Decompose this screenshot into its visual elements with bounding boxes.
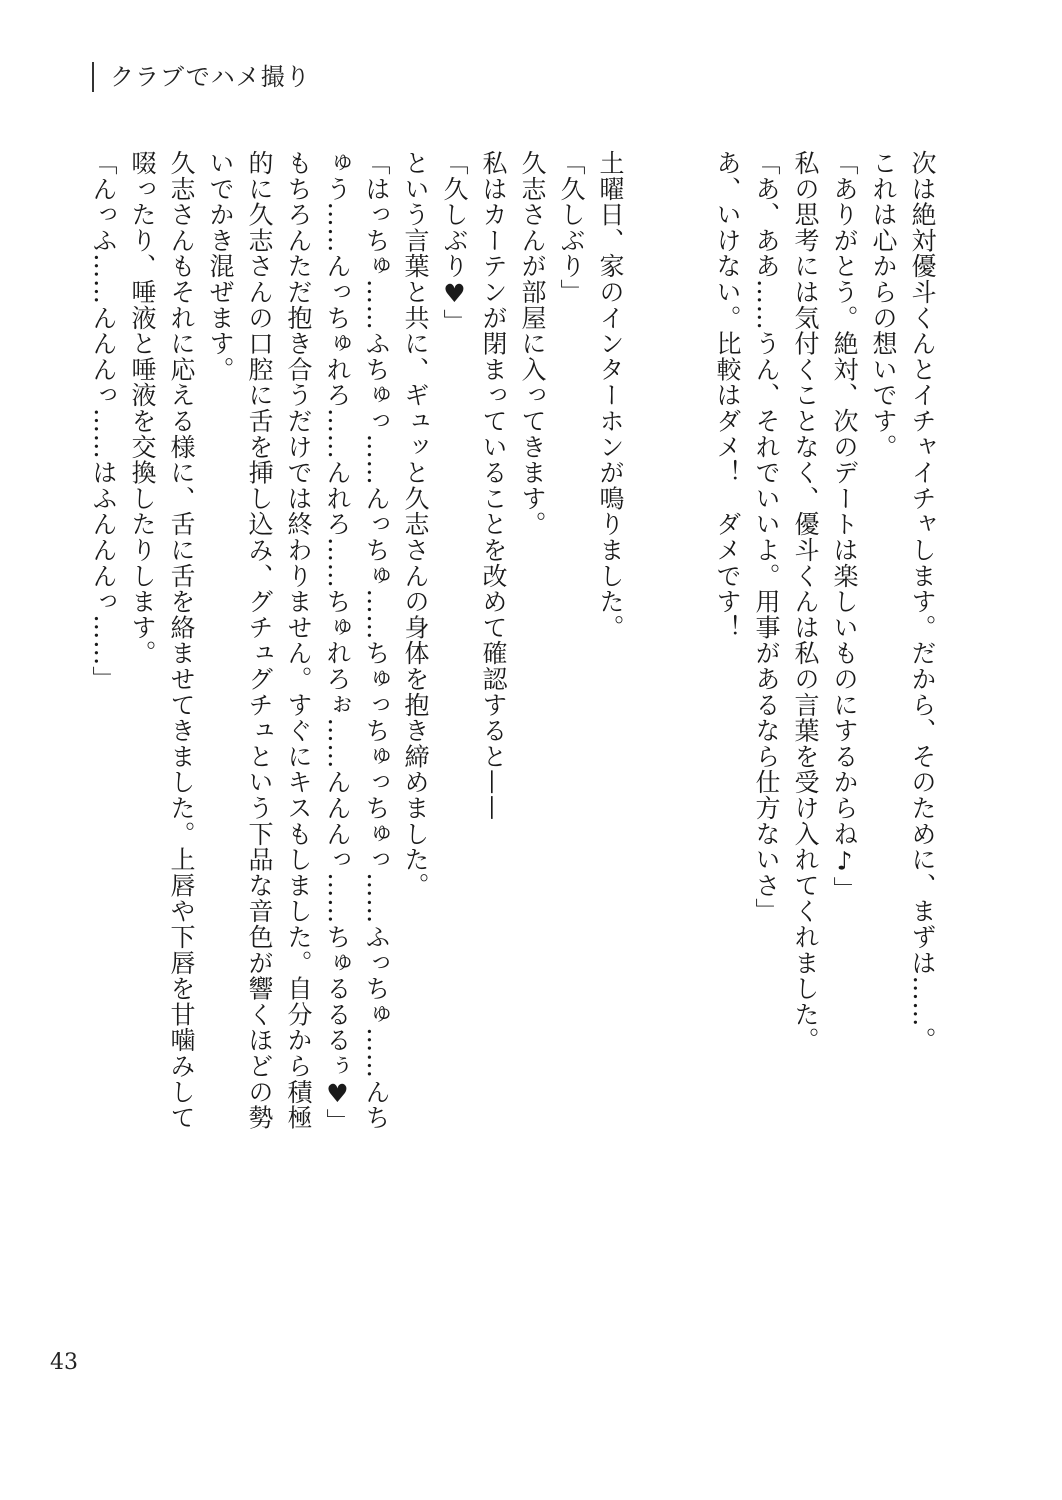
paragraph: これは心からの想いです。 [869,150,898,460]
paragraph: 「はっちゅ……ふちゅっ……んっちゅ……ちゅっちゅっちゅっ……ふっちゅ……んちゅう……んっちゅれろ……んれろ……ちゅれろぉ……んんんっ……ちゅるるるぅ♥」 [323,150,391,1135]
paragraph: 「久しぶり」 [557,150,586,305]
paragraph: 次は絶対優斗くんとイチャイチャします。だから、そのために、まずは……。 [908,150,937,1053]
paragraph: あ、いけない。比較はダメ！ ダメです！ [713,150,742,641]
paragraph: 私の思考には気付くことなく、優斗くんは私の言葉を受け入れてくれました。 [791,150,820,1053]
blank-line [630,150,669,1150]
page-number: 43 [50,1350,78,1375]
header-rule [92,62,94,92]
blank-line [669,150,708,1150]
paragraph: 「あ、ああ……うん、それでいいよ。用事があるなら仕方ないさ」 [752,150,781,924]
paragraph: 「ありがとう。絶対、次のデートは楽しいものにするからね♪」 [830,150,859,903]
body-text [89,150,942,1150]
paragraph: 「んっふ……んんんっ……はふんんんっ……」 [89,150,118,692]
running-header: クラブでハメ撮り [110,63,311,91]
paragraph: 久志さんもそれに応える様に、舌に舌を絡ませてきました。上唇や下唇を甘噛みして啜ったり、唾液と唾液を交換したりします。 [128,150,196,1131]
paragraph: 「久しぶり♥」 [440,150,469,335]
paragraph: 土曜日、家のインターホンが鳴りました。 [596,150,625,641]
paragraph: もちろんただ抱き合うだけでは終わりません。すぐにキスもしました。自分から積極的に久志さんの口腔に舌を挿し込み、グチュグチュという下品な音色が響くほどの勢いでかき混ぜます。 [206,150,313,1131]
paragraph: という言葉と共に、ギュッと久志さんの身体を抱き締めました。 [401,150,430,899]
paragraph: 私はカーテンが閉まっていることを改めて確認すると—— [479,150,508,821]
paragraph: 久志さんが部屋に入ってきます。 [518,150,547,537]
